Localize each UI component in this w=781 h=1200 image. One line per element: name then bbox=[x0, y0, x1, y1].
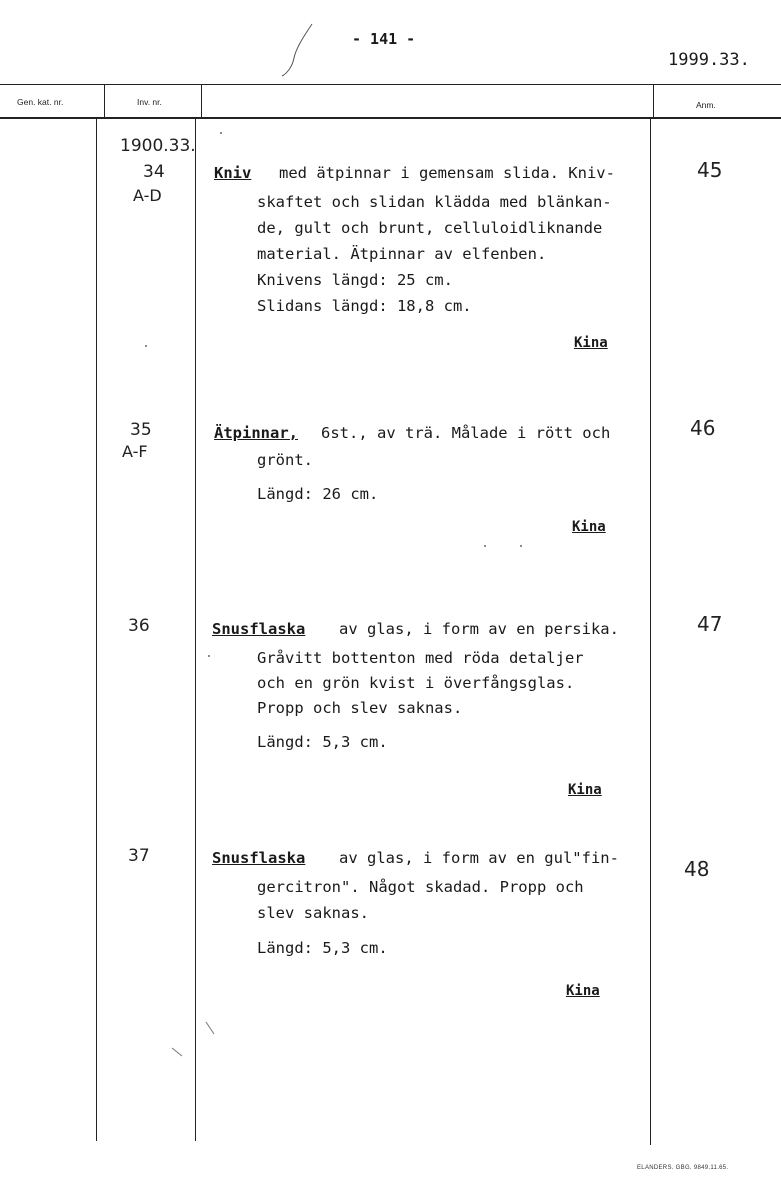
anm-37: 48 bbox=[684, 857, 710, 881]
entry-34-line5: Knivens längd: 25 cm. bbox=[257, 271, 453, 289]
anm-34: 45 bbox=[697, 158, 723, 182]
divider-gen-inv bbox=[96, 119, 97, 1141]
origin-37: Kina bbox=[566, 983, 600, 999]
inv-number-37: 37 bbox=[128, 846, 150, 866]
speck bbox=[208, 655, 210, 657]
inv-prefix: 1900.33. bbox=[120, 136, 196, 156]
pencil-mark bbox=[278, 22, 318, 78]
entry-title-35: Ätpinnar, bbox=[214, 424, 298, 442]
speck bbox=[484, 545, 486, 547]
header-top-rule bbox=[0, 84, 781, 85]
catalog-reference: 1999.33. bbox=[668, 50, 750, 70]
entry-36-line2: Gråvitt bottenton med röda detaljer bbox=[257, 649, 584, 667]
divider-anm-top bbox=[653, 84, 654, 118]
inv-number-36: 36 bbox=[128, 616, 150, 636]
entry-title-37: Snusflaska bbox=[212, 849, 306, 867]
anm-36: 47 bbox=[697, 612, 723, 636]
entry-title-36: Snusflaska bbox=[212, 620, 306, 638]
speck bbox=[145, 345, 147, 347]
speck bbox=[220, 132, 222, 134]
inv-sub-35: A-F bbox=[122, 442, 148, 461]
entry-36-line3: och en grön kvist i överfångsglas. bbox=[257, 674, 575, 692]
printer-imprint: ELANDERS. GBG. 9849.11.65. bbox=[637, 1165, 729, 1171]
inv-sub-34: A-D bbox=[133, 186, 162, 205]
stray-mark bbox=[170, 1046, 190, 1060]
origin-34: Kina bbox=[574, 335, 608, 351]
entry-34-line3: de, gult och brunt, celluloidliknande bbox=[257, 219, 603, 237]
entry-35-line3: Längd: 26 cm. bbox=[257, 485, 379, 503]
inv-number-35: 35 bbox=[130, 420, 152, 440]
entry-36-line1: av glas, i form av en persika. bbox=[339, 620, 619, 638]
entry-34-line6: Slidans längd: 18,8 cm. bbox=[257, 297, 472, 315]
column-header-inv-nr: Inv. nr. bbox=[137, 97, 162, 107]
origin-35: Kina bbox=[572, 519, 606, 535]
entry-37-line3: slev saknas. bbox=[257, 904, 369, 922]
entry-title-34: Kniv bbox=[214, 164, 252, 182]
entry-36-line4: Propp och slev saknas. bbox=[257, 699, 463, 717]
entry-34-line4: material. Ätpinnar av elfenben. bbox=[257, 245, 547, 263]
entry-37-line1: av glas, i form av en gul"fin- bbox=[339, 849, 619, 867]
divider-inv-desc bbox=[195, 119, 196, 1141]
divider-desc-anm bbox=[650, 119, 651, 1145]
header-bottom-rule bbox=[0, 117, 781, 119]
inv-number-34: 34 bbox=[143, 162, 165, 182]
anm-35: 46 bbox=[690, 416, 716, 440]
stray-mark bbox=[204, 1020, 216, 1036]
speck bbox=[520, 545, 522, 547]
entry-36-line5: Längd: 5,3 cm. bbox=[257, 733, 388, 751]
entry-35-line1: 6st., av trä. Målade i rött och bbox=[321, 424, 611, 442]
entry-34-line2: skaftet och slidan klädda med blänkan- bbox=[257, 193, 612, 211]
column-header-anm: Anm. bbox=[696, 100, 716, 110]
origin-36: Kina bbox=[568, 782, 602, 798]
divider-gen-top bbox=[104, 84, 105, 118]
page-number: - 141 - bbox=[352, 30, 416, 48]
entry-37-line2: gercitron". Något skadad. Propp och bbox=[257, 878, 584, 896]
entry-37-line4: Längd: 5,3 cm. bbox=[257, 939, 388, 957]
divider-inv-top bbox=[201, 84, 202, 118]
column-header-gen-kat-nr: Gen. kat. nr. bbox=[17, 97, 64, 107]
entry-35-line2: grönt. bbox=[257, 451, 313, 469]
entry-34-line1: med ätpinnar i gemensam slida. Kniv- bbox=[279, 164, 615, 182]
